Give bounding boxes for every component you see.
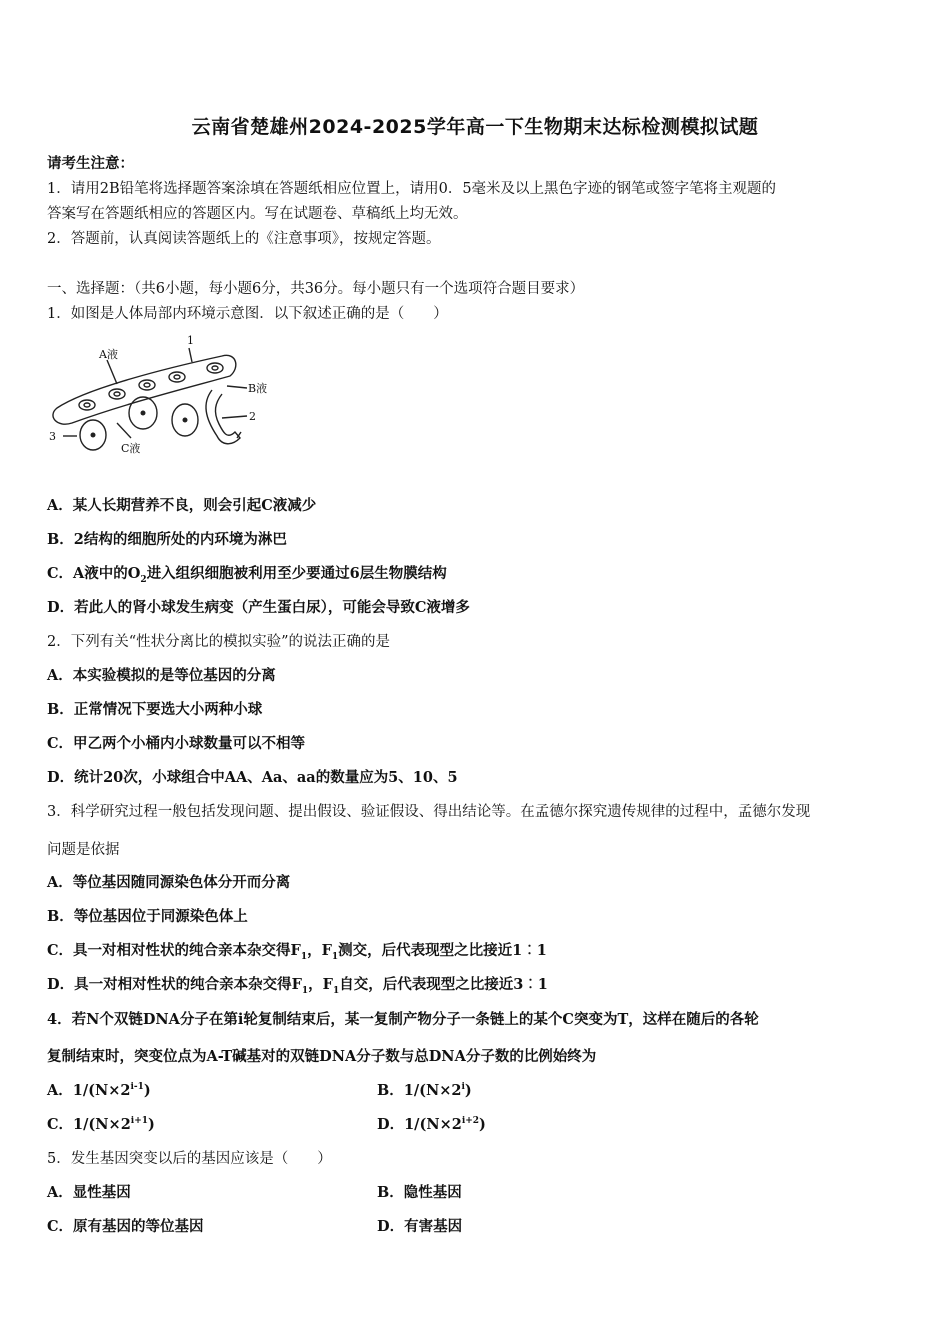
q4-option-a: A．$1/(N\times 2^{i-1})$	[47, 1082, 151, 1099]
q3-option-d: D．具一对相对性状的纯合亲本杂交得$F_1$，$F_1$自交，后代表现型之比接近3︰1	[47, 976, 548, 996]
q5-option-a: A．显性基因	[47, 1184, 131, 1201]
blood-cell	[109, 389, 125, 399]
notice-item-1-cont: 答案写在答题纸相应的答题区内。写在试题卷、草稿纸上均无效。	[47, 206, 468, 222]
q1-option-d: D．若此人的肾小球发生病变（产生蛋白尿），可能会导致C液增多	[47, 599, 470, 616]
q2-option-d: D．统计20次，小球组合中AA、Aa、aa的数量应为5、10、5	[47, 769, 458, 786]
notice-item-1: 1．请用2B铅笔将选择题答案涂填在答题纸相应位置上，请用0．5毫米及以上黑色字迹的钢笔或签字笔将主观题的	[47, 181, 777, 197]
q4-stem-line1: 4．若N个双链DNA分子在第i轮复制结束后，某一复制产物分子一条链上的某个C突变为T，这样在随后的各轮	[47, 1011, 759, 1028]
q5-option-d: D．有害基因	[377, 1218, 463, 1235]
label-a-fluid: A液	[99, 348, 118, 361]
label-b-fluid: B液	[248, 382, 268, 395]
blood-cell	[144, 383, 150, 387]
q1-stem: 1．如图是人体局部内环境示意图．以下叙述正确的是（ ）	[47, 306, 448, 322]
section-heading: 一、选择题：（共6小题，每小题6分，共36分。每小题只有一个选项符合题目要求）	[47, 281, 585, 297]
q2-stem: 2．下列有关“性状分离比的模拟实验”的说法正确的是	[47, 634, 391, 650]
q4-option-c: C．$1/(N\times 2^{i+1})$	[47, 1116, 155, 1133]
q5-option-c: C．原有基因的等位基因	[47, 1218, 204, 1235]
q2-option-b: B．正常情况下要选大小两种小球	[47, 701, 263, 718]
q3-stem-line1: 3．科学研究过程一般包括发现问题、提出假设、验证假设、得出结论等。在孟德尔探究遗传规律的过程中，孟德尔发现	[47, 804, 811, 820]
q3-option-a: A．等位基因随同源染色体分开而分离	[47, 874, 291, 891]
q5-option-b: B．隐性基因	[377, 1184, 462, 1201]
blood-cell	[139, 380, 155, 390]
label-c-fluid: C液	[121, 442, 141, 455]
blood-cell	[174, 375, 180, 379]
label-2: 2	[249, 410, 256, 423]
label-3: 3	[49, 430, 56, 443]
blood-cell	[169, 372, 185, 382]
label-1: 1	[187, 334, 194, 347]
q3-option-c: C．具一对相对性状的纯合亲本杂交得$F_1$，$F_1$测交，后代表现型之比接近1︰1	[47, 942, 547, 962]
blood-cell	[212, 366, 218, 370]
q4-option-b: B．$1/(N\times 2^i)$	[377, 1082, 472, 1099]
notice-item-2: 2．答题前，认真阅读答题纸上的《注意事项》，按规定答题。	[47, 231, 441, 247]
blood-cell	[114, 392, 120, 396]
notice-heading: 请考生注意：	[47, 155, 134, 172]
q1-option-c: C．A液中的$O_2$进入组织细胞被利用至少要通过6层生物膜结构	[47, 565, 447, 585]
q1-option-a: A．某人长期营养不良，则会引起C液减少	[47, 497, 317, 514]
q2-option-a: A．本实验模拟的是等位基因的分离	[47, 667, 276, 684]
q3-stem-line2: 问题是依据	[47, 842, 120, 858]
exam-title: 云南省楚雄州2024-2025学年高一下生物期末达标检测模拟试题	[191, 116, 759, 138]
q4-option-d: D．$1/(N\times 2^{i+2})$	[377, 1116, 486, 1133]
internal-environment-diagram	[47, 328, 277, 463]
blood-cell	[79, 400, 95, 410]
blood-cell	[84, 403, 90, 407]
q1-option-b: B．2结构的细胞所处的内环境为淋巴	[47, 531, 287, 548]
q3-option-b: B．等位基因位于同源染色体上	[47, 908, 248, 925]
blood-cell	[207, 363, 223, 373]
q2-option-c: C．甲乙两个小桶内小球数量可以不相等	[47, 735, 306, 752]
q5-stem: 5．发生基因突变以后的基因应该是（ ）	[47, 1151, 332, 1167]
q4-stem-line2: 复制结束时，突变位点为A-T碱基对的双链DNA分子数与总DNA分子数的比例始终为	[47, 1048, 597, 1065]
